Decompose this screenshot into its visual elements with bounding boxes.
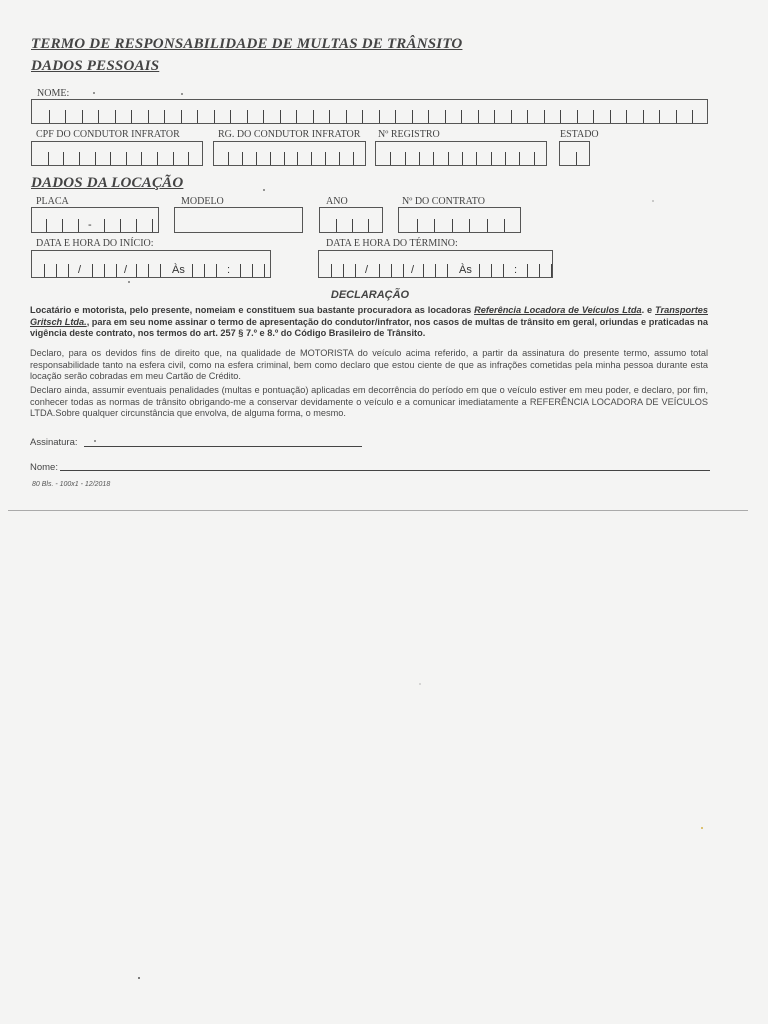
field-tick (352, 219, 353, 232)
field-tick (491, 264, 492, 277)
field-tick (412, 110, 413, 123)
field-tick (379, 264, 380, 277)
field-tick (461, 110, 462, 123)
field-tick (445, 110, 446, 123)
field-tick (325, 152, 326, 165)
field-tick (519, 152, 520, 165)
placa-field[interactable] (31, 207, 159, 233)
field-tick (504, 219, 505, 232)
print-info: 80 Bls. - 100x1 - 12/2018 (32, 481, 111, 488)
nome-signature-label: Nome: (30, 462, 58, 473)
field-tick (478, 110, 479, 123)
field-separator: / (124, 264, 128, 276)
field-tick (240, 264, 241, 277)
field-tick (82, 110, 83, 123)
field-tick (343, 264, 344, 277)
field-tick (577, 110, 578, 123)
gritsch-link[interactable]: Transportes Gritsch Ltda. (30, 305, 708, 327)
field-tick (355, 264, 356, 277)
field-tick (428, 110, 429, 123)
cpf-label: CPF DO CONDUTOR INFRATOR (36, 129, 180, 140)
field-tick (390, 152, 391, 165)
field-tick (152, 219, 153, 232)
field-separator: Às (459, 264, 472, 276)
field-tick (479, 264, 480, 277)
assinatura-line[interactable] (84, 446, 362, 447)
field-tick (452, 219, 453, 232)
field-tick (49, 110, 50, 123)
field-tick (56, 264, 57, 277)
field-tick (331, 264, 332, 277)
contrato-label: Nº DO CONTRATO (402, 196, 485, 207)
field-tick (104, 219, 105, 232)
field-tick (433, 152, 434, 165)
field-tick (346, 110, 347, 123)
field-tick (136, 219, 137, 232)
field-tick (228, 152, 229, 165)
field-tick (173, 152, 174, 165)
field-tick (252, 264, 253, 277)
field-tick (447, 264, 448, 277)
rg-field[interactable] (213, 141, 366, 166)
field-separator: : (227, 264, 231, 276)
scan-speck (128, 281, 130, 283)
field-tick (192, 264, 193, 277)
declaration-paragraph-3: Declaro ainda, assumir eventuais penalidades (multas e pontuação) aplicadas em decorrência do período em que o veículo estiver em meu poder, e declaro, por fim, conhecer todas as normas de trânsito obrigando-me a conservar devidamente o veículo e a comunicar imediatamente a REFERÊNCIA LOCADORA DE VEÍCULOS LTDA.Sobre qualquer circunstância que envolva, de alguma forma, o mesmo. (30, 385, 708, 418)
registro-label: Nº REGISTRO (378, 129, 440, 140)
field-tick (534, 152, 535, 165)
field-tick (181, 110, 182, 123)
inicio-label: DATA E HORA DO INÍCIO: (36, 238, 154, 249)
estado-label: ESTADO (560, 129, 599, 140)
field-tick (148, 110, 149, 123)
field-separator: : (514, 264, 518, 276)
modelo-label: MODELO (181, 196, 224, 207)
field-tick (505, 152, 506, 165)
field-tick (270, 152, 271, 165)
field-tick (263, 110, 264, 123)
referencia-link[interactable]: Referência Locadora de Veículos Ltda (474, 305, 642, 315)
field-tick (46, 219, 47, 232)
field-tick (104, 264, 105, 277)
field-tick (362, 110, 363, 123)
field-tick (65, 110, 66, 123)
cpf-field[interactable] (31, 141, 203, 166)
field-tick (659, 110, 660, 123)
field-separator: / (411, 264, 415, 276)
termino-datetime-field[interactable] (318, 250, 553, 278)
field-separator: - (88, 219, 92, 231)
field-tick (494, 110, 495, 123)
field-tick (297, 152, 298, 165)
field-tick (78, 219, 79, 232)
page-divider (8, 510, 748, 511)
p1-text-b: . e (641, 305, 656, 315)
field-tick (216, 264, 217, 277)
section-rental-title: DADOS DA LOCAÇÃO (31, 175, 184, 191)
declaration-paragraph-1 (30, 305, 708, 340)
p1-text-c: , para em seu nome assinar o termo de apresentação do condutor/infrator, nos casos de multas de trânsito em geral, oriundas e praticadas na vigência deste contrato, nos termos do art. 257 § 7.º e 8.º do Código Brasileiro de Trânsito. (30, 316, 708, 338)
ink-speck (94, 440, 96, 442)
inicio-datetime-field[interactable] (31, 250, 271, 278)
field-separator: / (365, 264, 369, 276)
p1-text-a: Locatário e motorista, pelo presente, nomeiam e constituem sua bastante procuradora as locadoras (30, 305, 475, 315)
field-tick (487, 219, 488, 232)
contrato-field[interactable] (398, 207, 521, 233)
field-tick (164, 110, 165, 123)
field-tick (476, 152, 477, 165)
field-tick (593, 110, 594, 123)
field-tick (544, 110, 545, 123)
registro-field[interactable] (375, 141, 547, 166)
scan-speck (419, 683, 421, 685)
field-tick (48, 152, 49, 165)
field-tick (110, 152, 111, 165)
scan-speck (263, 189, 265, 191)
rg-label: RG. DO CONDUTOR INFRATOR (218, 129, 361, 140)
field-tick (610, 110, 611, 123)
field-tick (576, 152, 577, 165)
field-tick (448, 152, 449, 165)
field-tick (95, 152, 96, 165)
field-tick (469, 219, 470, 232)
field-tick (423, 264, 424, 277)
field-tick (643, 110, 644, 123)
field-tick (197, 110, 198, 123)
field-tick (214, 110, 215, 123)
termino-label: DATA E HORA DO TÉRMINO: (326, 238, 458, 249)
field-tick (284, 152, 285, 165)
field-tick (462, 152, 463, 165)
nome-signature-line[interactable] (60, 470, 710, 471)
assinatura-label: Assinatura: (30, 437, 78, 448)
field-tick (141, 152, 142, 165)
field-tick (204, 264, 205, 277)
field-tick (98, 110, 99, 123)
field-tick (368, 219, 369, 232)
estado-field[interactable] (559, 141, 590, 166)
field-separator: Às (172, 264, 185, 276)
scan-speck (138, 977, 140, 979)
field-tick (280, 110, 281, 123)
field-tick (403, 264, 404, 277)
field-tick (230, 110, 231, 123)
field-tick (551, 264, 552, 277)
field-tick (126, 152, 127, 165)
field-tick (626, 110, 627, 123)
field-tick (116, 264, 117, 277)
field-tick (131, 110, 132, 123)
field-tick (329, 110, 330, 123)
nome-label: NOME: (37, 88, 70, 99)
field-tick (353, 152, 354, 165)
placa-label: PLACA (36, 196, 69, 207)
field-tick (157, 152, 158, 165)
field-tick (560, 110, 561, 123)
field-tick (247, 110, 248, 123)
field-tick (417, 219, 418, 232)
field-tick (435, 264, 436, 277)
field-separator: / (78, 264, 82, 276)
field-tick (405, 152, 406, 165)
field-tick (503, 264, 504, 277)
field-tick (527, 110, 528, 123)
field-tick (527, 264, 528, 277)
field-tick (676, 110, 677, 123)
field-tick (256, 152, 257, 165)
field-tick (44, 264, 45, 277)
field-tick (79, 152, 80, 165)
field-tick (242, 152, 243, 165)
section-personal-title: DADOS PESSOAIS (31, 58, 160, 74)
scan-speck (93, 92, 95, 94)
field-tick (264, 264, 265, 277)
field-tick (511, 110, 512, 123)
form-title: TERMO DE RESPONSABILIDADE DE MULTAS DE TRÂNSITO (31, 36, 463, 52)
field-tick (120, 219, 121, 232)
ano-label: ANO (326, 196, 348, 207)
declaration-paragraph-2: Declaro, para os devidos fins de direito que, na qualidade de MOTORISTA do veículo acima referido, a partir da assinatura do presente termo, assumo total responsabilidade tanto na esfera civil, como na esfera criminal, bem como declaro que estou ciente de que as infrações cometidas pela minha pessoa durante esta locação serão cobradas em meu Cartão de Crédito. (30, 348, 708, 381)
field-tick (296, 110, 297, 123)
field-tick (62, 219, 63, 232)
field-tick (336, 219, 337, 232)
field-tick (68, 264, 69, 277)
field-tick (311, 152, 312, 165)
field-tick (136, 264, 137, 277)
field-tick (160, 264, 161, 277)
declaration-title: DECLARAÇÃO (330, 289, 410, 301)
scan-speck (181, 93, 183, 95)
field-tick (391, 264, 392, 277)
field-tick (419, 152, 420, 165)
field-tick (692, 110, 693, 123)
field-tick (92, 264, 93, 277)
nome-field[interactable] (31, 99, 708, 124)
scan-speck (652, 200, 654, 202)
field-tick (63, 152, 64, 165)
field-tick (313, 110, 314, 123)
field-tick (188, 152, 189, 165)
modelo-field[interactable] (174, 207, 303, 233)
field-tick (434, 219, 435, 232)
field-tick (148, 264, 149, 277)
field-tick (395, 110, 396, 123)
field-tick (539, 264, 540, 277)
field-tick (491, 152, 492, 165)
scan-speck (701, 827, 703, 829)
field-tick (339, 152, 340, 165)
field-tick (115, 110, 116, 123)
field-tick (379, 110, 380, 123)
ano-field[interactable] (319, 207, 383, 233)
